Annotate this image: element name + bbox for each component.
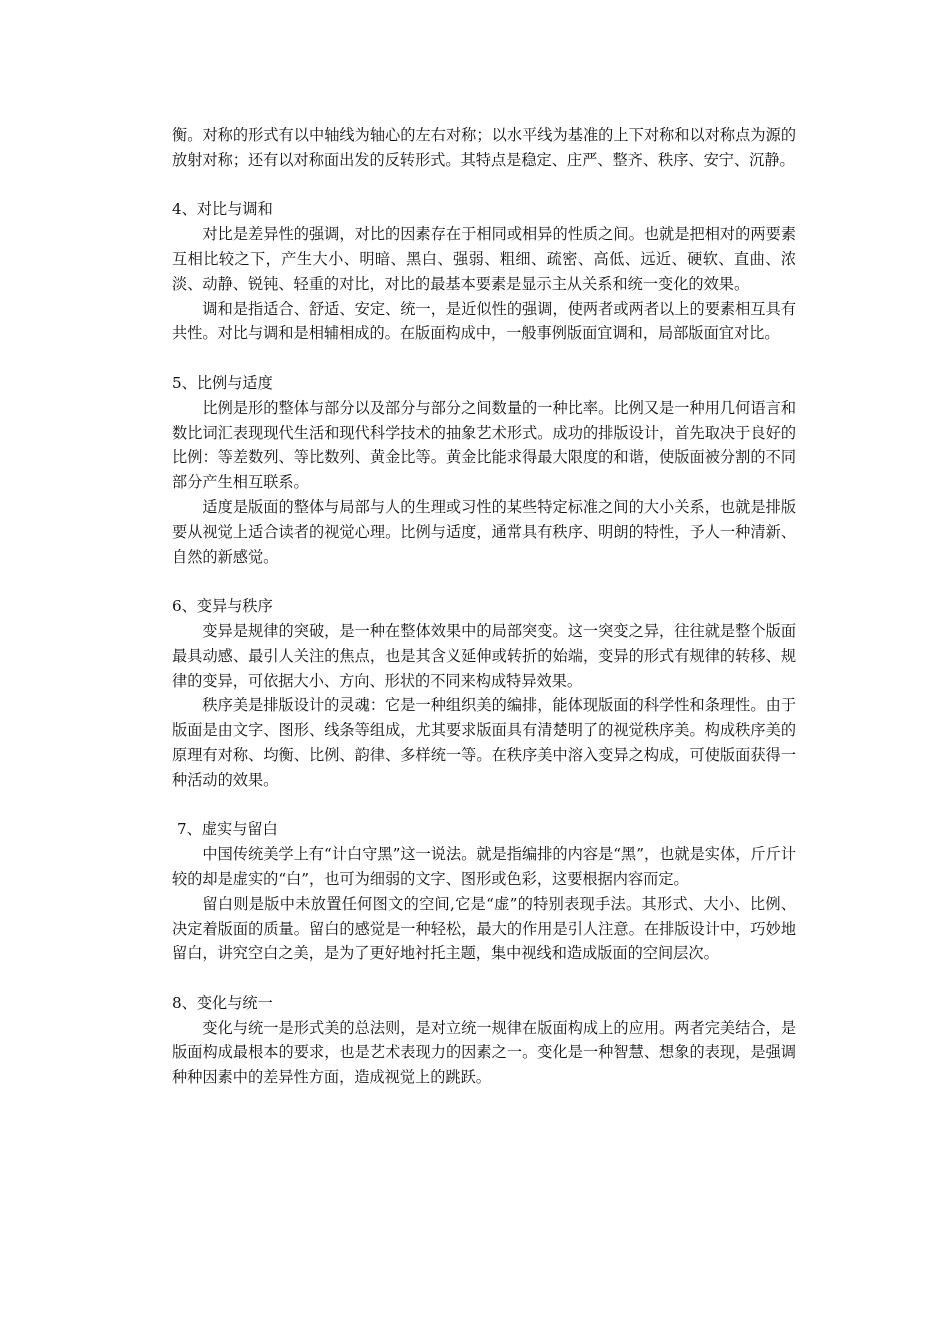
- section-proportion-moderation: [172, 371, 796, 569]
- document-page: [172, 123, 796, 1090]
- section-contrast-harmony: [172, 197, 796, 346]
- section-variation-order: [172, 594, 796, 792]
- section-void-whitespace: [172, 817, 796, 966]
- body-paragraph: 调和是指适合、舒适、安定、统一，是近似性的强调，使两者或两者以上的要素相互具有共性。对比与调和是相辅相成的。在版面构成中，一般事例版面宜调和，局部版面宜对比。: [172, 299, 796, 343]
- body-paragraph: 比例是形的整体与部分以及部分与部分之间数量的一种比率。比例又是一种用几何语言和数比词汇表现现代生活和现代科学技术的抽象艺术形式。成功的排版设计，首先取决于良好的比例：等差数列、等比数列、黄金比等。黄金比能求得最大限度的和谐，使版面被分割的不同部分产生相互联系。: [172, 398, 796, 492]
- section-heading: 7、虚实与留白: [177, 820, 278, 839]
- section-heading: 8、变化与统一: [172, 993, 273, 1012]
- section-heading: 6、变异与秩序: [172, 597, 273, 616]
- body-paragraph: 对比是差异性的强调，对比的因素存在于相同或相异的性质之间。也就是把相对的两要素互相比较之下，产生大小、明暗、黑白、强弱、粗细、疏密、高低、远近、硬软、直曲、浓淡、动静、锐钝、轻重的对比，对比的最基本要素是显示主从关系和统一变化的效果。: [172, 225, 796, 293]
- body-paragraph: 变化与统一是形式美的总法则，是对立统一规律在版面构成上的应用。两者完美结合，是版面构成最根本的要求，也是艺术表现力的因素之一。变化是一种智慧、想象的表现，是强调种种因素中的差异性方面，造成视觉上的跳跃。: [172, 1018, 796, 1087]
- section-gap: [172, 793, 796, 818]
- section-gap: [172, 966, 796, 991]
- section-heading: 4、对比与调和: [172, 200, 273, 219]
- section-heading: 5、比例与适度: [172, 373, 273, 392]
- body-paragraph: 变异是规律的突破，是一种在整体效果中的局部突变。这一突变之异，往往就是整个版面最具动感、最引人关注的焦点，也是其含义延伸或转折的始端，变异的形式有规律的转移、规律的变异，可依据大小、方向、形状的不同来构成特异效果。: [172, 621, 796, 690]
- body-paragraph: 中国传统美学上有“计白守黑”这一说法。就是指编排的内容是“黑”，也就是实体，斤斤计较的却是虚实的“白”，也可为细弱的文字、图形或色彩，这要根据内容而定。: [172, 845, 796, 888]
- section-gap: [172, 173, 796, 198]
- section-gap: [172, 346, 796, 371]
- body-paragraph: 秩序美是排版设计的灵魂：它是一种组织美的编排，能体现版面的科学性和条理性。由于版面是由文字、图形、线条等组成，尤其要求版面具有清楚明了的视觉秩序美。构成秩序美的原理有对称、均衡、比例、韵律、多样统一等。在秩序美中溶入变异之构成，可使版面获得一种活动的效果。: [172, 696, 796, 789]
- body-paragraph: 适度是版面的整体与局部与人的生理或习性的某些特定标准之间的大小关系，也就是排版要从视觉上适合读者的视觉心理。比例与适度，通常具有秩序、明朗的特性，予人一种清新、自然的新感觉。: [172, 497, 796, 566]
- section-change-unity: [172, 991, 796, 1090]
- intro-paragraph: 衡。对称的形式有以中轴线为轴心的左右对称；以水平线为基准的上下对称和以对称点为源的放射对称；还有以对称面出发的反转形式。其特点是稳定、庄严、整齐、秩序、安宁、沉静。: [172, 126, 796, 169]
- section-gap: [172, 569, 796, 594]
- body-paragraph: 留白则是版中未放置任何图文的空间,它是“虚”的特别表现手法。其形式、大小、比例、决定着版面的质量。留白的感觉是一种轻松，最大的作用是引人注意。在排版设计中，巧妙地留白，讲究空白之美，是为了更好地衬托主题，集中视线和造成版面的空间层次。: [172, 894, 796, 963]
